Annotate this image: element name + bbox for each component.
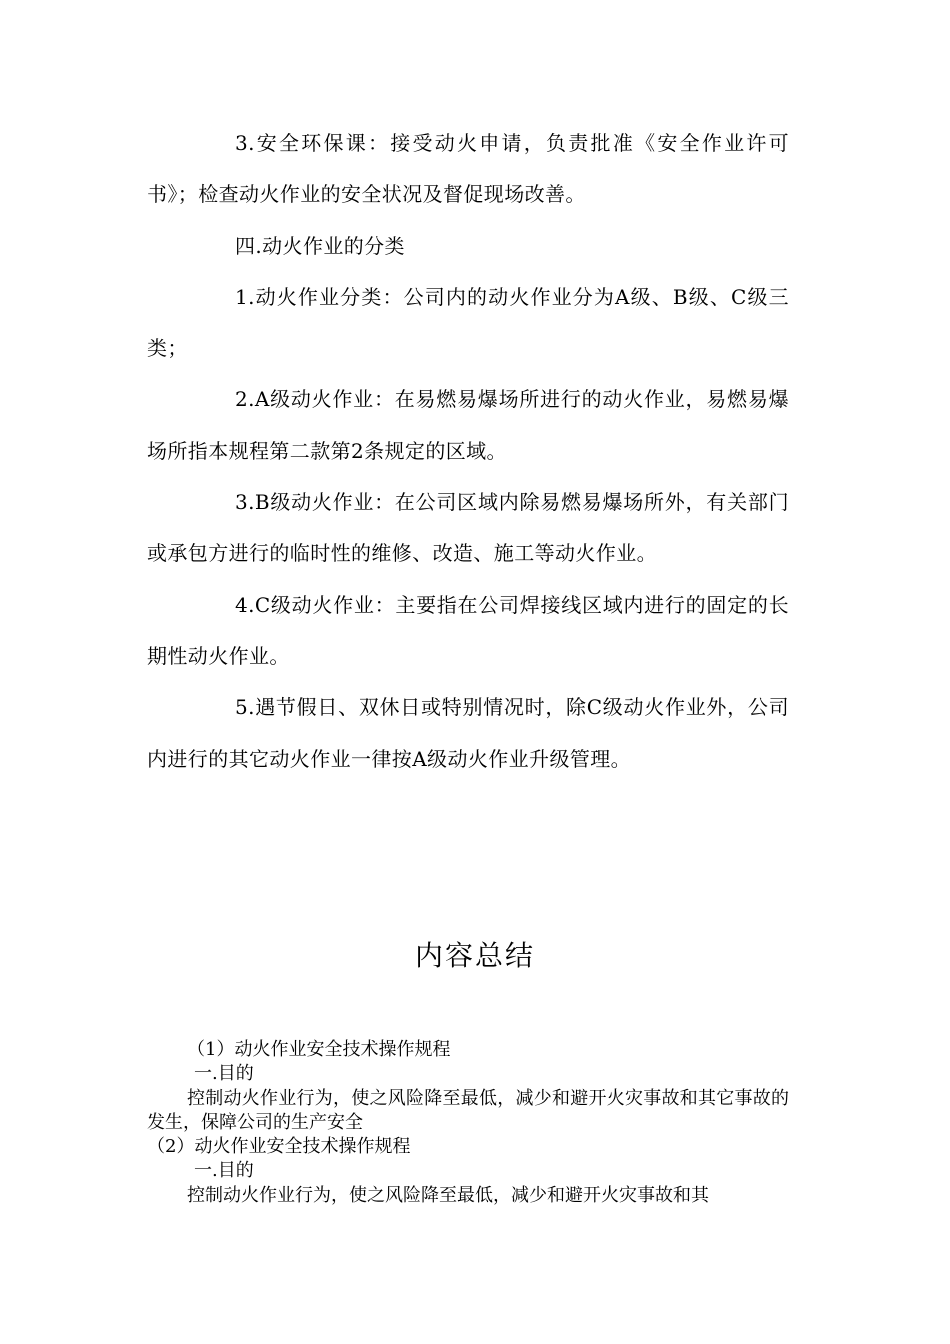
document-body bbox=[147, 118, 789, 785]
paragraph-holidays: 5.遇节假日、双休日或特别情况时，除C级动火作业外，公司内进行的其它动火作业一律按A级动火作业升级管理。 bbox=[147, 695, 789, 771]
paragraph-classification: 1.动火作业分类：公司内的动火作业分为A级、B级、C级三类； bbox=[147, 284, 789, 361]
paragraph-safety-dept: 3.安全环保课：接受动火申请，负责批准《安全作业许可书》；检查动火作业的安全状况及督促现场改善。 bbox=[147, 131, 789, 207]
summary-item-text: 控制动火作业行为，使之风险降至最低，减少和避开火灾事故和其它事故的发生，保障公司的生产安全 bbox=[147, 1087, 789, 1133]
paragraph-level-c: 4.C级动火作业：主要指在公司焊接线区域内进行的固定的长期性动火作业。 bbox=[147, 592, 789, 668]
summary-title: 内容总结 bbox=[414, 939, 535, 972]
summary-section bbox=[147, 1038, 789, 1208]
summary-item-heading: （2）动火作业安全技术操作规程 bbox=[147, 1136, 411, 1158]
section-heading-classification: 四.动火作业的分类 bbox=[235, 233, 405, 258]
paragraph-level-b: 3.B级动火作业：在公司区域内除易燃易爆场所外，有关部门或承包方进行的临时性的维修、改造、施工等动火作业。 bbox=[147, 490, 789, 566]
summary-item-heading: （1）动火作业安全技术操作规程 bbox=[187, 1039, 451, 1060]
paragraph-level-a: 2.A级动火作业：在易燃易爆场所进行的动火作业，易燃易爆场所指本规程第二款第2条规定的区域。 bbox=[147, 387, 789, 463]
summary-item-subheading: 一.目的 bbox=[194, 1063, 254, 1085]
summary-item-text: 控制动火作业行为，使之风险降至最低，减少和避开火灾事故和其 bbox=[187, 1184, 709, 1206]
summary-item-subheading: 一.目的 bbox=[194, 1160, 254, 1182]
